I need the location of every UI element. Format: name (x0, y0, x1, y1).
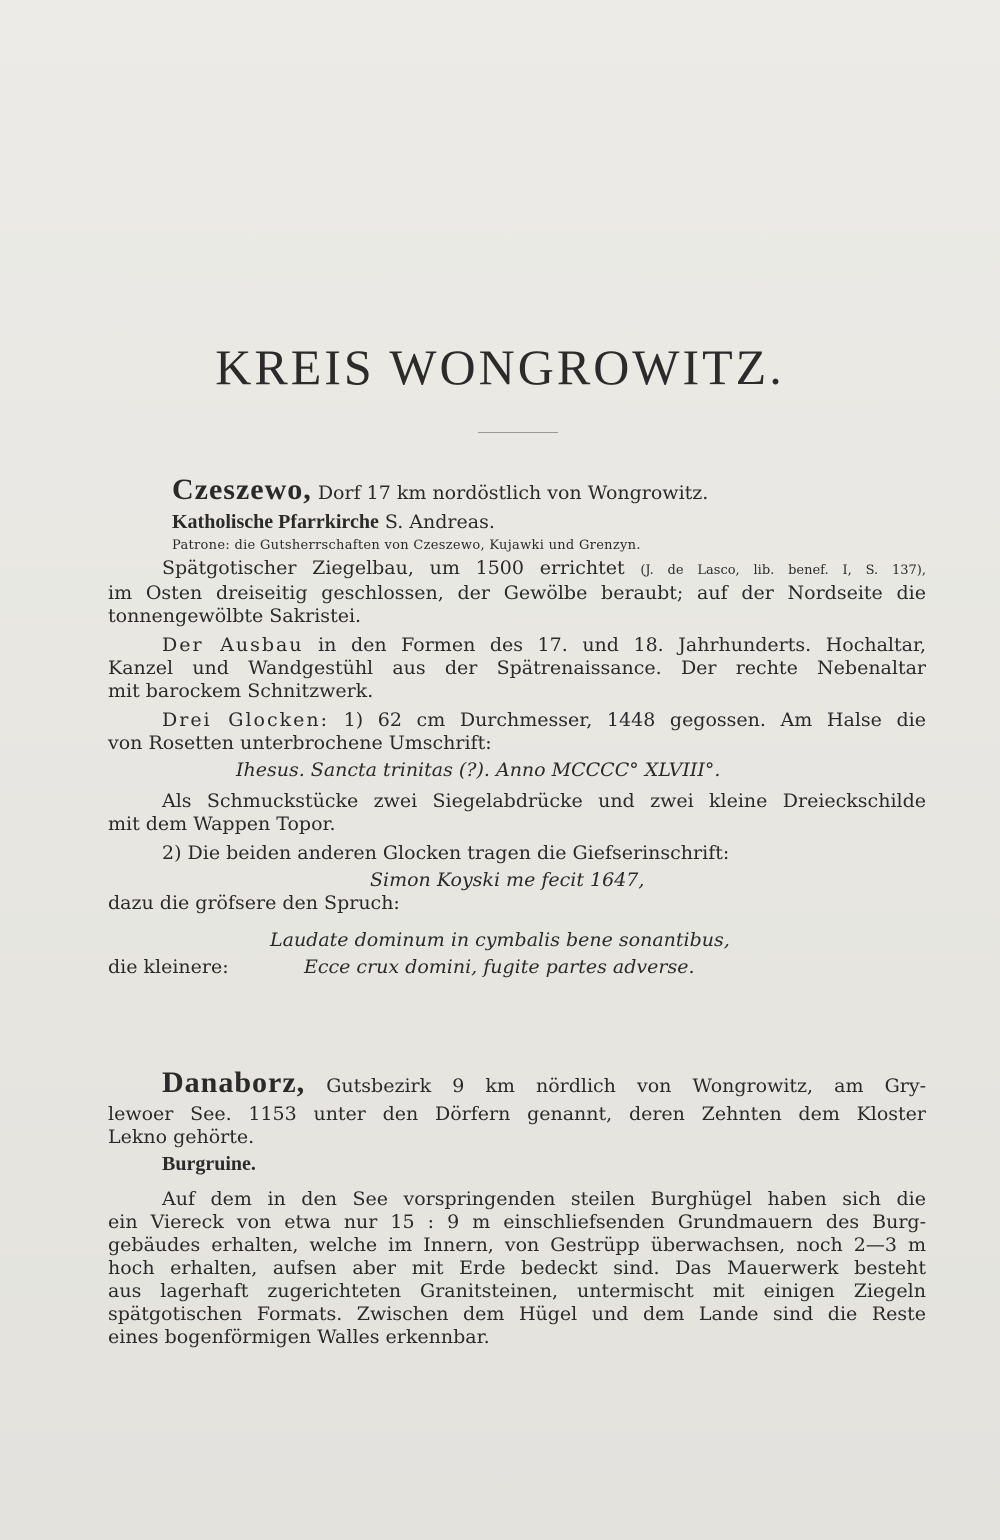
paragraph-line: mit barockem Schnitzwerk. (108, 680, 374, 702)
subsection-line (108, 1151, 926, 1178)
paragraph-line: 2) Die beiden anderen Glocken tragen die Giefserinschrift: (162, 842, 730, 864)
paragraph-line: hoch erhalten, aufsen aber mit Erde bedeckt sind. Das Mauerwerk besteht (108, 1257, 926, 1279)
inscription: Ecce crux domini, fugite partes adverse. (304, 956, 695, 978)
church-dedication: S. Andreas. (384, 511, 495, 533)
paragraph-line: Lekno gehörte. (108, 1126, 255, 1148)
danaborz-heading-line (108, 1066, 926, 1103)
citation: (J. de Lasco, lib. benef. I, S. 137), (640, 563, 926, 578)
czeszewo-heading-line (108, 473, 926, 510)
paragraph-line: mit dem Wappen Topor. (108, 813, 336, 835)
section-danaborz (108, 1066, 926, 1349)
title-divider (478, 432, 558, 433)
place-name: Danaborz, (162, 1066, 306, 1099)
inscription: Laudate dominum in cymbalis bene sonantibus, (270, 929, 730, 951)
place-intro: Dorf 17 km nordöstlich von Wongrowitz. (317, 482, 709, 504)
text-span: 1) 62 cm Durchmesser, 1448 gegossen. Am Halse die (343, 709, 926, 731)
patrone-line: Patrone: die Gutsherrschaften von Czeszewo, Kujawki und Grenzyn. (172, 538, 641, 553)
inscription: Ihesus. Sancta trinitas (?). Anno MCCCC° XLVIII°. (236, 759, 721, 781)
section-czeszewo (108, 473, 926, 982)
paragraph-line (108, 709, 926, 732)
paragraph-line: eines bogenförmigen Walles erkennbar. (108, 1326, 490, 1348)
paragraph-line: Auf dem in den See vorspringenden steilen Burghügel haben sich die (162, 1188, 926, 1210)
paragraph-line: aus lagerhaft zugerichteten Granitsteinen, untermischt mit einigen Ziegeln (108, 1280, 926, 1302)
text-span: Spätgotischer Ziegelbau, um 1500 errichtet (162, 557, 625, 579)
paragraph-line: spätgotischen Formats. Zwischen dem Hügel und dem Lande sind die Reste (108, 1303, 926, 1325)
inscription: Simon Koyski me fecit 1647, (370, 869, 645, 891)
paragraph-line (108, 634, 926, 657)
inscription-row (108, 956, 926, 982)
spaced-text: Der Ausbau (162, 634, 304, 656)
paragraph-line: dazu die gröfsere den Spruch: (108, 892, 400, 914)
paragraph-line: ein Viereck von etwa nur 15 : 9 m einschliefsenden Grundmauern des Burg- (108, 1211, 926, 1233)
paragraph-line: tonnengewölbte Sakristei. (108, 605, 362, 627)
place-intro: Gutsbezirk 9 km nördlich von Wongrowitz, am Gry- (326, 1075, 926, 1097)
place-name: Czeszewo, (172, 473, 312, 506)
spaced-text: Drei Glocken: (162, 709, 329, 731)
paragraph-line: Als Schmuckstücke zwei Siegelabdrücke und zwei kleine Dreieckschilde (162, 790, 926, 812)
paragraph-line: Kanzel und Wandgestühl aus der Spätrenaissance. Der rechte Nebenaltar (108, 657, 926, 679)
church-line (108, 510, 926, 535)
inscription-label: die kleinere: (108, 956, 229, 978)
page-title: KREIS WONGROWITZ. (215, 339, 785, 395)
paragraph-line: im Osten dreiseitig geschlossen, der Gewölbe beraubt; auf der Nordseite die (108, 582, 926, 604)
paragraph-line: von Rosetten unterbrochene Umschrift: (108, 732, 492, 754)
subsection-title: Burgruine. (162, 1153, 256, 1175)
paragraph-line (108, 557, 926, 582)
text-span: in den Formen des 17. und 18. Jahrhunderts. Hochaltar, (318, 634, 926, 656)
paragraph-line: lewoer See. 1153 unter den Dörfern genannt, deren Zehnten dem Kloster (108, 1103, 926, 1125)
paragraph-line: gebäudes erhalten, welche im Innern, von Gestrüpp überwachsen, noch 2—3 m (108, 1234, 926, 1256)
church-title: Katholische Pfarrkirche (172, 511, 379, 533)
